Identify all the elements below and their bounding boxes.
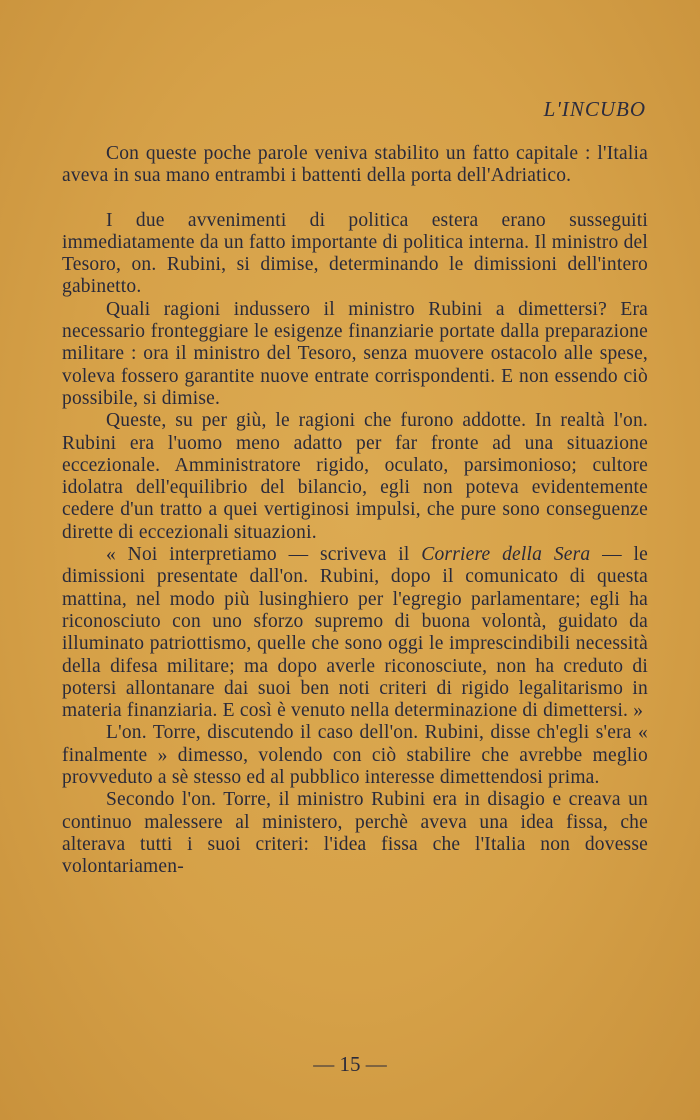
- running-head: L'INCUBO: [543, 97, 646, 121]
- paragraph: Secondo l'on. Torre, il ministro Rubini era in disagio e creava un continuo malessere al ministero, perchè aveva una idea fissa, che alterava tutti i suoi criteri: l'idea fissa che l'Italia non dovesse volontariamen-: [62, 789, 648, 878]
- quote-text: « Noi interpretiamo — scriveva il: [106, 544, 422, 566]
- paragraph: Queste, su per giù, le ragioni che furono addotte. In realtà l'on. Rubini era l'uomo meno adatto per far fronte ad una situazione eccezionale. Amministratore rigido, oculato, parsimonioso; cultore idolatra dell'equilibrio del bilancio, egli non poteva evidentemente cedere d'un tratto a quei vertiginosi impulsi, che pure sono conseguenze dirette di eccezionali situazioni.: [62, 410, 648, 543]
- paragraph: I due avvenimenti di politica estera erano susseguiti immediatamente da un fatto importante di politica interna. Il ministro del Tesoro, on. Rubini, si dimise, determinando le dimissioni dell'intero gabinetto.: [62, 209, 648, 298]
- paragraph-quote: [62, 544, 648, 722]
- quote-text: — le dimissioni presentate dall'on. Rubini, dopo il comunicato di questa mattina, nel modo più lusinghiero per l'egregio parlamentare; egli ha riconosciuto con uno sforzo supremo di buona volontà, guidato da illuminato patriottismo, quelle che sono oggi le imprescindibili necessità della difesa militare; ma dopo averle riconosciute, non ha creduto di potersi allontanare dai suoi ben noti criteri di rigido legalitarismo in materia finanziaria. E così è venuto nella determinazione di dimettersi. »: [62, 544, 648, 722]
- newspaper-title: Corriere della Sera: [421, 544, 591, 566]
- paragraph: L'on. Torre, discutendo il caso dell'on. Rubini, disse ch'egli s'era « finalmente » dimesso, volendo con ciò stabilire che avrebbe meglio provveduto a sè stesso ed al pubblico interesse dimettendosi prima.: [62, 722, 648, 789]
- page-number: — 15 —: [313, 1052, 387, 1076]
- paragraph: Con queste poche parole veniva stabilito un fatto capitale : l'Italia aveva in sua mano entrambi i battenti della porta dell'Adriatico.: [62, 143, 648, 187]
- paragraph: Quali ragioni indussero il ministro Rubini a dimettersi? Era necessario fronteggiare le esigenze finanziarie portate dalla preparazione militare : ora il ministro del Tesoro, senza muovere ostacolo alle spese, voleva fossero garantite nuove entrate corrispondenti. E non essendo ciò possibile, si dimise.: [62, 298, 648, 409]
- body-text: [62, 143, 648, 879]
